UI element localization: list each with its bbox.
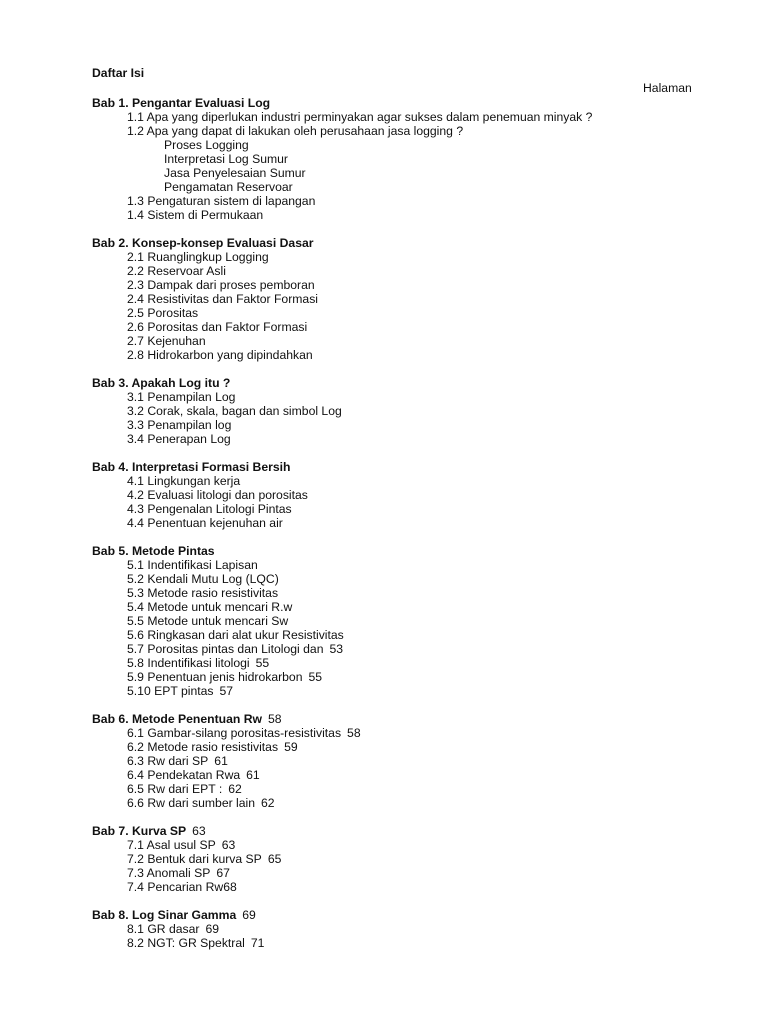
item-title: 2.2 Reservoar Asli xyxy=(127,264,226,278)
toc-item xyxy=(92,110,712,124)
toc-item xyxy=(92,124,712,138)
item-title: 1.3 Pengaturan sistem di lapangan xyxy=(127,194,316,208)
toc-item xyxy=(92,264,712,278)
toc-item xyxy=(92,418,712,432)
toc-item xyxy=(92,614,712,628)
toc-item xyxy=(92,740,712,754)
item-title: Interpretasi Log Sumur xyxy=(164,152,288,166)
item-title: 6.6 Rw dari sumber lain xyxy=(127,796,256,810)
chapter-title: Bab 8. Log Sinar Gamma xyxy=(92,908,237,922)
item-title: 5.4 Metode untuk mencari R.w xyxy=(127,600,293,614)
toc-item xyxy=(92,516,712,530)
chapter-title: Bab 6. Metode Penentuan Rw xyxy=(92,712,262,726)
item-title: 6.4 Pendekatan Rwa xyxy=(127,768,241,782)
chapter-page-number: 69 xyxy=(242,908,256,922)
item-title: 2.1 Ruanglingkup Logging xyxy=(127,250,269,264)
page-column-header: Halaman xyxy=(643,81,692,95)
item-title: 7.3 Anomali SP xyxy=(127,866,211,880)
item-title: 5.6 Ringkasan dari alat ukur Resistivitas xyxy=(127,628,344,642)
toc-item xyxy=(92,572,712,586)
toc-item xyxy=(92,838,712,852)
toc-item xyxy=(92,754,712,768)
chapter-heading xyxy=(92,544,712,558)
item-title: 4.1 Lingkungan kerja xyxy=(127,474,241,488)
item-title: 1.2 Apa yang dapat di lakukan oleh perusahaan jasa logging ? xyxy=(127,124,464,138)
item-title: 5.2 Kendali Mutu Log (LQC) xyxy=(127,572,279,586)
item-title: 5.3 Metode rasio resistivitas xyxy=(127,586,279,600)
toc-subitem xyxy=(92,152,712,166)
toc-chapter xyxy=(92,96,712,222)
toc-title: Daftar Isi xyxy=(92,66,145,80)
toc-item xyxy=(92,432,712,446)
toc-item xyxy=(92,194,712,208)
item-page-number: 62 xyxy=(261,796,275,810)
item-page-number: 65 xyxy=(267,852,282,866)
toc-chapter xyxy=(92,376,712,446)
chapter-title: Bab 7. Kurva SP xyxy=(92,824,187,838)
item-page-number: 67 xyxy=(216,866,230,880)
item-page-number: 55 xyxy=(308,670,323,684)
toc-chapter xyxy=(92,712,712,810)
toc-item xyxy=(92,292,712,306)
chapter-title: Bab 4. Interpretasi Formasi Bersih xyxy=(92,460,291,474)
toc-item xyxy=(92,558,712,572)
item-page-number: 63 xyxy=(221,838,236,852)
toc-item xyxy=(92,502,712,516)
item-title: 2.6 Porositas dan Faktor Formasi xyxy=(127,320,308,334)
chapter-page-number: 58 xyxy=(267,712,282,726)
chapter-heading xyxy=(92,236,712,250)
item-title: 8.1 GR dasar xyxy=(127,922,200,936)
item-title: 5.8 Indentifikasi litologi xyxy=(127,656,250,670)
item-title: 3.2 Corak, skala, bagan dan simbol Log xyxy=(127,404,342,418)
toc-item xyxy=(92,880,712,894)
item-title: 5.10 EPT pintas xyxy=(127,684,214,698)
toc-item xyxy=(92,642,712,656)
chapter-title: Bab 1. Pengantar Evaluasi Log xyxy=(92,96,271,110)
item-title: 1.4 Sistem di Permukaan xyxy=(127,208,264,222)
chapter-title: Bab 5. Metode Pintas xyxy=(92,544,215,558)
item-title: 2.8 Hidrokarbon yang dipindahkan xyxy=(127,348,313,362)
toc-item xyxy=(92,334,712,348)
item-title: 4.4 Penentuan kejenuhan air xyxy=(127,516,283,530)
item-title: 6.2 Metode rasio resistivitas xyxy=(127,740,279,754)
item-title: Proses Logging xyxy=(164,138,249,152)
item-title: Pengamatan Reservoar xyxy=(164,180,293,194)
item-title: 2.7 Kejenuhan xyxy=(127,334,206,348)
item-title: 7.1 Asal usul SP xyxy=(127,838,216,852)
item-title: 5.1 Indentifikasi Lapisan xyxy=(127,558,258,572)
item-page-number: 69 xyxy=(205,922,220,936)
chapter-heading xyxy=(92,908,712,922)
toc-item xyxy=(92,796,712,810)
toc-item xyxy=(92,670,712,684)
chapter-heading xyxy=(92,376,712,390)
toc-item xyxy=(92,404,712,418)
chapter-title: Bab 2. Konsep-konsep Evaluasi Dasar xyxy=(92,236,314,250)
toc-item xyxy=(92,208,712,222)
toc-item xyxy=(92,320,712,334)
chapter-title: Bab 3. Apakah Log itu ? xyxy=(92,376,231,390)
item-page-number: 55 xyxy=(255,656,270,670)
chapter-page-number: 63 xyxy=(192,824,206,838)
toc-item xyxy=(92,922,712,936)
chapter-heading xyxy=(92,460,712,474)
toc-subitem xyxy=(92,180,712,194)
toc-item xyxy=(92,684,712,698)
toc-subitem xyxy=(92,166,712,180)
item-title: 6.5 Rw dari EPT : xyxy=(127,782,223,796)
item-page-number: 57 xyxy=(219,684,234,698)
item-title: 5.7 Porositas pintas dan Litologi dan xyxy=(127,642,324,656)
item-title: 6.1 Gambar-silang porositas-resistivitas xyxy=(127,726,342,740)
item-title: 4.3 Pengenalan Litologi Pintas xyxy=(127,502,292,516)
item-page-number: 59 xyxy=(284,740,298,754)
item-page-number: 62 xyxy=(228,782,242,796)
chapter-heading xyxy=(92,96,712,110)
item-title: 1.1 Apa yang diperlukan industri perminyakan agar sukses dalam penemuan minyak ? xyxy=(127,110,593,124)
toc-chapter xyxy=(92,824,712,894)
item-page-number: 53 xyxy=(329,642,344,656)
toc-item xyxy=(92,726,712,740)
toc-item xyxy=(92,852,712,866)
item-title: Jasa Penyelesaian Sumur xyxy=(164,166,306,180)
item-title: 7.4 Pencarian Rw68 xyxy=(127,880,237,894)
item-title: 5.5 Metode untuk mencari Sw xyxy=(127,614,289,628)
toc-item xyxy=(92,600,712,614)
toc-item xyxy=(92,278,712,292)
item-title: 2.5 Porositas xyxy=(127,306,199,320)
toc-item xyxy=(92,866,712,880)
toc-item xyxy=(92,656,712,670)
item-page-number: 71 xyxy=(250,936,265,950)
item-title: 7.2 Bentuk dari kurva SP xyxy=(127,852,262,866)
toc-chapter xyxy=(92,236,712,362)
item-page-number: 61 xyxy=(214,754,228,768)
item-title: 2.3 Dampak dari proses pemboran xyxy=(127,278,315,292)
table-of-contents xyxy=(92,96,712,964)
toc-chapter xyxy=(92,460,712,530)
item-title: 4.2 Evaluasi litologi dan porositas xyxy=(127,488,308,502)
toc-chapter xyxy=(92,908,712,950)
toc-item xyxy=(92,768,712,782)
chapter-heading xyxy=(92,824,712,838)
item-title: 6.3 Rw dari SP xyxy=(127,754,209,768)
toc-item xyxy=(92,474,712,488)
item-title: 8.2 NGT: GR Spektral xyxy=(127,936,245,950)
toc-item xyxy=(92,306,712,320)
item-title: 3.1 Penampilan Log xyxy=(127,390,236,404)
toc-item xyxy=(92,390,712,404)
item-page-number: 61 xyxy=(246,768,260,782)
chapter-heading xyxy=(92,712,712,726)
item-title: 3.3 Penampilan log xyxy=(127,418,232,432)
item-title: 5.9 Penentuan jenis hidrokarbon xyxy=(127,670,303,684)
toc-chapter xyxy=(92,544,712,698)
toc-item xyxy=(92,936,712,950)
item-title: 2.4 Resistivitas dan Faktor Formasi xyxy=(127,292,319,306)
toc-item xyxy=(92,488,712,502)
toc-item xyxy=(92,586,712,600)
toc-item xyxy=(92,348,712,362)
toc-item xyxy=(92,782,712,796)
item-title: 3.4 Penerapan Log xyxy=(127,432,231,446)
toc-item xyxy=(92,628,712,642)
toc-item xyxy=(92,250,712,264)
toc-subitem xyxy=(92,138,712,152)
item-page-number: 58 xyxy=(347,726,361,740)
